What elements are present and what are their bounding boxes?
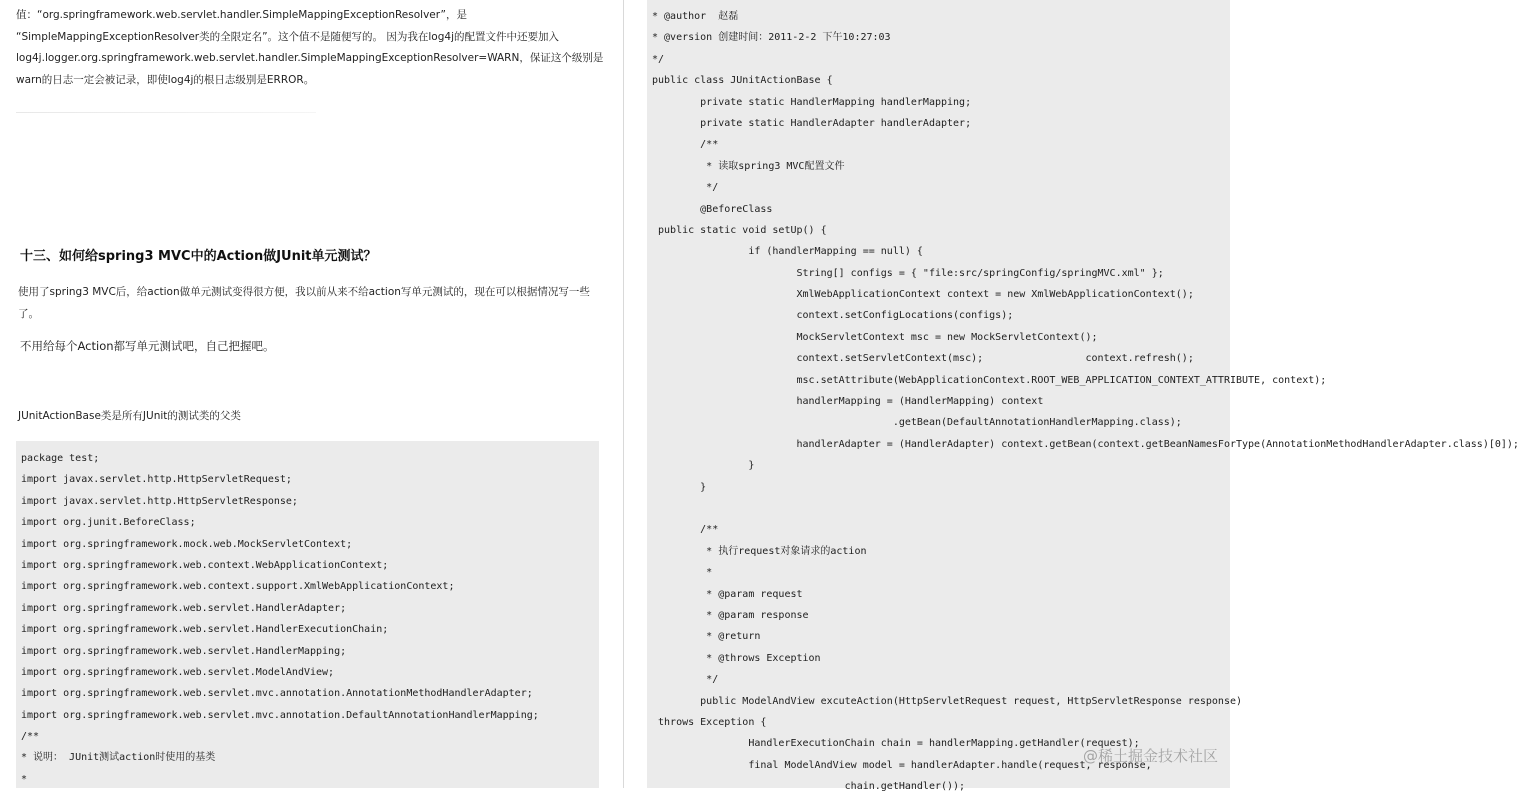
code-line: private static HandlerMapping handlerMapping; bbox=[652, 96, 972, 108]
code-line: import org.springframework.web.servlet.HandlerAdapter; bbox=[21, 602, 347, 614]
code-line: msc.setAttribute(WebApplicationContext.ROOT_WEB_APPLICATION_CONTEXT_ATTRIBUTE, context); bbox=[652, 374, 1327, 386]
code-line: .getBean(DefaultAnnotationHandlerMapping.class); bbox=[652, 417, 1182, 429]
code-block-imports bbox=[16, 441, 599, 788]
code-line: import org.junit.BeforeClass; bbox=[21, 517, 196, 529]
code-line: MockServletContext msc = new MockServletContext(); bbox=[652, 331, 1098, 343]
code-line: XmlWebApplicationContext context = new XmlWebApplicationContext(); bbox=[652, 289, 1194, 301]
text-line: log4j.logger.org.springframework.web.servlet.handler.SimpleMappingExceptionResolver=WARN，保证这个级别是 bbox=[16, 52, 604, 64]
code-line: } bbox=[652, 460, 755, 472]
code-line: * @version 创建时间：2011-2-2 下午10:27:03 bbox=[652, 32, 891, 44]
left-page bbox=[0, 0, 612, 788]
watermark: @稀土掘金技术社区 bbox=[1082, 747, 1218, 765]
code-line: import javax.servlet.http.HttpServletResponse; bbox=[21, 495, 298, 507]
code-line: /** bbox=[21, 731, 40, 743]
page-divider bbox=[623, 0, 624, 788]
code-line: HandlerExecutionChain chain = handlerMapping.getHandler(request); bbox=[652, 738, 1140, 750]
code-line: context.setConfigLocations(configs); bbox=[652, 310, 1014, 322]
code-line: * @throws Exception bbox=[652, 652, 821, 664]
section-heading: 十三、如何给spring3 MVC中的Action做JUnit单元测试？ bbox=[20, 249, 377, 264]
code-line: * bbox=[652, 567, 713, 579]
code-line bbox=[647, 498, 1230, 519]
code-line: context.setServletContext(msc); context.refresh(); bbox=[652, 353, 1194, 365]
note-paragraph: 不用给每个Action都写单元测试吧，自己把握吧。 bbox=[20, 339, 275, 353]
code-line: if (handlerMapping == null) { bbox=[652, 246, 923, 258]
code-line: * bbox=[21, 773, 28, 785]
divider-line bbox=[16, 112, 316, 113]
code-line: import org.springframework.web.servlet.mvc.annotation.AnnotationMethodHandlerAdapter; bbox=[21, 688, 533, 700]
code-line: final ModelAndView model = handlerAdapter.handle(request, response, bbox=[652, 759, 1152, 771]
code-line: * @return bbox=[652, 631, 761, 643]
code-line: import javax.servlet.http.HttpServletRequest; bbox=[21, 474, 292, 486]
code-line: public class JUnitActionBase { bbox=[652, 75, 833, 87]
code-line: import org.springframework.mock.web.MockServletContext; bbox=[21, 538, 353, 550]
code-line: import org.springframework.web.servlet.HandlerExecutionChain; bbox=[21, 624, 389, 636]
code-line: public static void setUp() { bbox=[652, 224, 827, 236]
code-line: handlerMapping = (HandlerMapping) context bbox=[652, 396, 1044, 408]
text-line: 了。 bbox=[18, 308, 39, 320]
text-line: 使用了spring3 MVC后，给action做单元测试变得很方便，我以前从来不给action写单元测试的，现在可以根据情况写一些 bbox=[18, 286, 590, 298]
code-line: String[] configs = { "file:src/springConfig/springMVC.xml" }; bbox=[652, 267, 1164, 279]
code-line: import org.springframework.web.context.WebApplicationContext; bbox=[21, 559, 389, 571]
code-line: @BeforeClass bbox=[652, 203, 773, 215]
code-line: * 执行request对象请求的action bbox=[652, 545, 867, 557]
code-line: chain.getHandler()); bbox=[652, 781, 966, 793]
intro-paragraph bbox=[18, 281, 604, 325]
code-line: public ModelAndView excuteAction(HttpServletRequest request, HttpServletResponse response) bbox=[652, 695, 1243, 707]
code-line: * 读取spring3 MVC配置文件 bbox=[652, 160, 845, 172]
code-line: import org.springframework.web.servlet.HandlerMapping; bbox=[21, 645, 347, 657]
code-line: */ bbox=[652, 182, 719, 194]
code-line: import org.springframework.web.servlet.ModelAndView; bbox=[21, 666, 335, 678]
code-line: package test; bbox=[21, 453, 100, 464]
code-line: */ bbox=[652, 53, 665, 65]
code-line: /** bbox=[652, 139, 719, 151]
code-line: /** bbox=[652, 524, 719, 536]
text-line: 值：“org.springframework.web.servlet.handler.SimpleMappingExceptionResolver”，是 bbox=[16, 9, 467, 21]
text-line: “SimpleMappingExceptionResolver类的全限定名”。这个值不是随便写的。 因为我在log4j的配置文件中还要加入 bbox=[16, 30, 559, 43]
code-line: handlerAdapter = (HandlerAdapter) context.getBean(context.getBeanNamesForType(AnnotationMethodHandlerAdapter.class)[0]); bbox=[652, 438, 1519, 450]
text-line: warn的日志一定会被记录，即使log4j的根日志级别是ERROR。 bbox=[16, 73, 315, 86]
code-line: private static HandlerAdapter handlerAdapter; bbox=[652, 117, 972, 129]
code-line: * 说明： JUnit测试action时使用的基类 bbox=[21, 752, 216, 764]
code-line: import org.springframework.web.servlet.mvc.annotation.DefaultAnnotationHandlerMapping; bbox=[21, 709, 539, 721]
code-caption: JUnitActionBase类是所有JUnit的测试类的父类 bbox=[18, 410, 241, 422]
code-line: */ bbox=[652, 674, 719, 686]
code-line: throws Exception { bbox=[652, 716, 767, 728]
code-line: } bbox=[652, 481, 707, 493]
code-line: * @param request bbox=[652, 588, 803, 600]
code-line: import org.springframework.web.context.support.XmlWebApplicationContext; bbox=[21, 581, 455, 593]
resolver-explanation-paragraph bbox=[16, 5, 602, 91]
code-line: * @author 赵磊 bbox=[652, 11, 739, 22]
code-block-junit-action-base bbox=[647, 0, 1519, 793]
code-line: * @param response bbox=[652, 609, 809, 621]
